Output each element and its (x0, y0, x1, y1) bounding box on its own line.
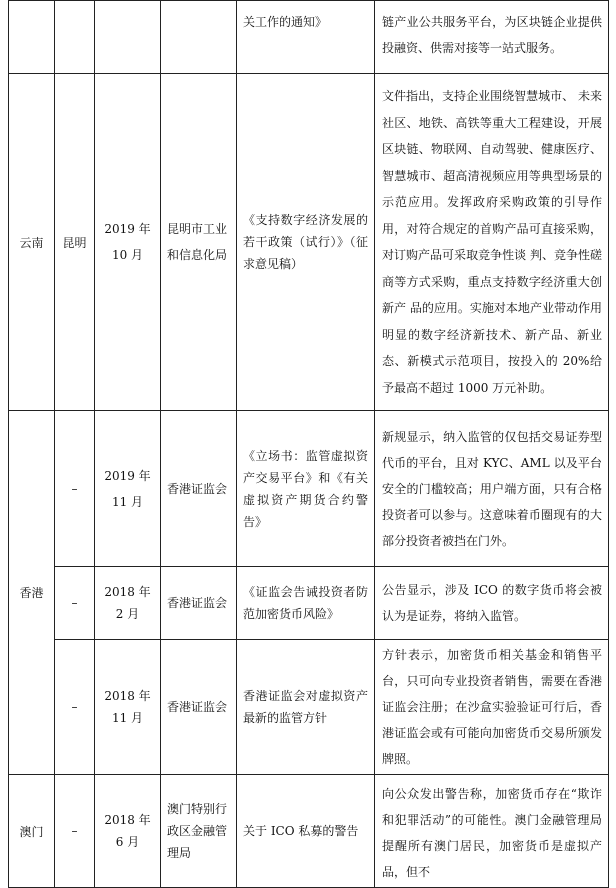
city-cell (55, 411, 95, 567)
issuer-label: 澳门特别行政区金融管理局 (167, 802, 228, 860)
date-cell (95, 1, 161, 74)
region-label: 云南 (19, 235, 44, 250)
date-cell (95, 567, 161, 640)
table-row (9, 411, 609, 567)
policy-name: 《证监会告诫投资者防范加密货币风险》 (243, 585, 368, 621)
policy-content: 文件指出，支持企业围绕智慧城市、 未来社区、地铁、高铁等重大工程建设，开展区块链、物联网、自动驾驶、健康医疗、智慧城市、超高清视频应用等典型场景的示范应用。发挥政府采购政策的引导作用，对符合规定的首购产品可直接采购，对订购产品可采取竞争性谈 判、竞争性磋商等方式采购，重点支持数字经济重大创新产 品的应用。实施对本地产业带动作用明显的数字经济新技术、新产品、新业态、新模式示范项目，按投入的 20%给予最高不超过 1000 万元补助。 (382, 89, 602, 395)
issuer-cell (161, 775, 237, 888)
city-label: – (71, 824, 78, 838)
issuer-label: 香港证监会 (167, 481, 228, 496)
issuer-cell (161, 640, 237, 775)
issuer-label: 昆明市工业和信息化局 (167, 222, 228, 262)
city-label: – (71, 481, 78, 496)
content-cell (375, 640, 609, 775)
date-label: 2018 年 11 月 (104, 689, 151, 725)
date-label: 2019 年 11 月 (104, 468, 151, 509)
content-cell (375, 74, 609, 411)
issuer-cell (161, 1, 237, 74)
region-cell (9, 775, 55, 888)
date-cell (95, 411, 161, 567)
issuer-label: 香港证监会 (167, 596, 228, 610)
date-label: 2018 年 2 月 (104, 585, 151, 621)
policy-content: 链产业公共服务平台，为区块链企业提供投融资、供需对接等一站式服务。 (382, 15, 602, 55)
policy-content: 公告显示，涉及 ICO 的数字货币将会被认为是证券，将纳入监管。 (382, 583, 602, 623)
date-label: 2018 年 6 月 (104, 813, 151, 849)
region-cell (9, 411, 55, 775)
content-cell (375, 567, 609, 640)
policy-name: 关工作的通知》 (243, 15, 328, 29)
table-row (9, 1, 609, 74)
table-row (9, 640, 609, 775)
content-cell (375, 411, 609, 567)
city-cell (55, 74, 95, 411)
policy-name: 《立场书：监管虚拟资产交易平台》和《有关虚拟资产期货合约警告》 (243, 448, 368, 529)
issuer-cell (161, 411, 237, 567)
policy-name: 香港证监会对虚拟资产最新的监管方针 (243, 689, 368, 725)
policy-table (8, 0, 609, 888)
policy-name: 关于 ICO 私募的警告 (243, 824, 359, 838)
policy-cell (237, 567, 375, 640)
table-row (9, 567, 609, 640)
policy-content: 向公众发出警告称，加密货币存在“欺诈和犯罪活动”的可能性。澳门金融管理局提醒所有澳门居民，加密货币是虚拟产品，但不 (382, 787, 602, 879)
issuer-cell (161, 567, 237, 640)
policy-cell (237, 775, 375, 888)
issuer-cell (161, 74, 237, 411)
city-cell (55, 1, 95, 74)
date-cell (95, 775, 161, 888)
content-cell (375, 775, 609, 888)
city-label: – (71, 700, 78, 714)
date-label: 2019 年 10 月 (104, 222, 151, 262)
city-label: 昆明 (62, 235, 87, 250)
region-label: 澳门 (19, 824, 44, 839)
region-cell (9, 1, 55, 74)
table-row (9, 775, 609, 888)
policy-content: 新规显示，纳入监管的仅包括交易证券型代币的平台，且对 KYC、AML 以及平台安全的门槛较高；用户端方面，只有合格投资者可以参与。这意味着币圈现有的大部分投资者被挡在门外。 (382, 429, 602, 548)
policy-cell (237, 1, 375, 74)
city-cell (55, 775, 95, 888)
content-cell (375, 1, 609, 74)
city-label: – (71, 596, 78, 610)
policy-cell (237, 640, 375, 775)
issuer-label: 香港证监会 (167, 700, 228, 714)
city-cell (55, 640, 95, 775)
policy-content: 方针表示，加密货币相关基金和销售平台，只可向专业投资者销售，需要在香港证监会注册；在沙盒实验验证可行后，香港证监会或有可能向加密货币交易所颁发牌照。 (382, 648, 602, 766)
policy-name: 《支持数字经济发展的若干政策（试行）》（征求意见稿） (243, 213, 368, 271)
date-cell (95, 640, 161, 775)
table-row (9, 74, 609, 411)
city-cell (55, 567, 95, 640)
policy-cell (237, 74, 375, 411)
region-label: 香港 (19, 586, 44, 600)
region-cell (9, 74, 55, 411)
date-cell (95, 74, 161, 411)
policy-cell (237, 411, 375, 567)
